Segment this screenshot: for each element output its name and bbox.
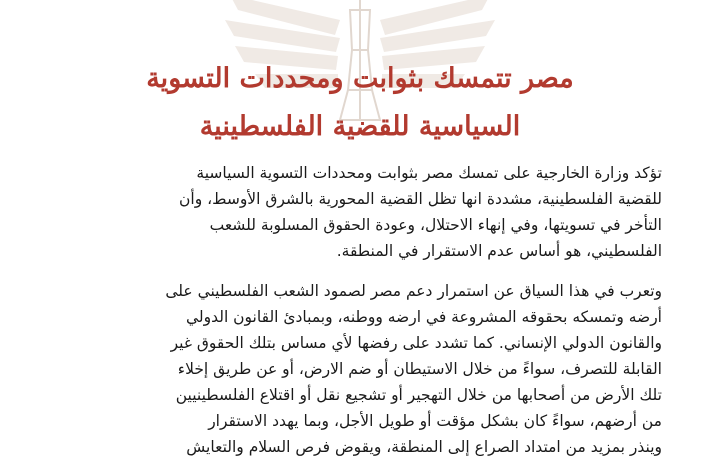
paragraph-line: من أرضهم، سواءً كان بشكل مؤقت أو طويل الأجل، وبما يهدد الاستقرار: [208, 412, 662, 430]
paragraph-line: التأخر في تسويتها، وفي إنهاء الاحتلال، وعودة الحقوق المسلوبة للشعب: [209, 216, 662, 234]
article-title-line-1: مصر تتمسك بثوابت ومحددات التسوية: [146, 63, 574, 94]
paragraph-line: أرضه وتمسكه بحقوقه المشروعة في ارضه ووطنه، وبمبادئ القانون الدولي: [185, 308, 662, 326]
paragraph-line: والقانون الدولي الإنساني. كما تشدد على رفضها لأي مساس بتلك الحقوق غير: [170, 334, 662, 352]
paragraph-line: وتعرب في هذا السياق عن استمرار دعم مصر لصمود الشعب الفلسطيني على: [165, 282, 662, 300]
article-title-line-2: السياسية للقضية الفلسطينية: [199, 111, 521, 142]
paragraph-line: تلك الأرض من أصحابها من خلال التهجير أو تشجيع نقل أو اقتلاع الفلسطينيين: [175, 386, 662, 404]
paragraph-line: تؤكد وزارة الخارجية على تمسك مصر بثوابت ومحددات التسوية السياسية: [196, 164, 662, 182]
paragraph-line: الفلسطيني، هو أساس عدم الاستقرار في المنطقة.: [336, 242, 662, 260]
paragraph-line: وينذر بمزيد من امتداد الصراع إلى المنطقة، ويقوض فرص السلام والتعايش: [186, 438, 662, 456]
paragraph-line: القابلة للتصرف، سواءً من خلال الاستيطان أو ضم الارض، أو عن طريق إخلاء: [177, 360, 662, 378]
paragraph-2: [58, 278, 662, 460]
article-body: [58, 160, 662, 460]
paragraph-1: [58, 160, 662, 264]
paragraph-line: للقضية الفلسطينية، مشددة انها تظل القضية المحورية بالشرق الأوسط، وأن: [179, 190, 662, 208]
